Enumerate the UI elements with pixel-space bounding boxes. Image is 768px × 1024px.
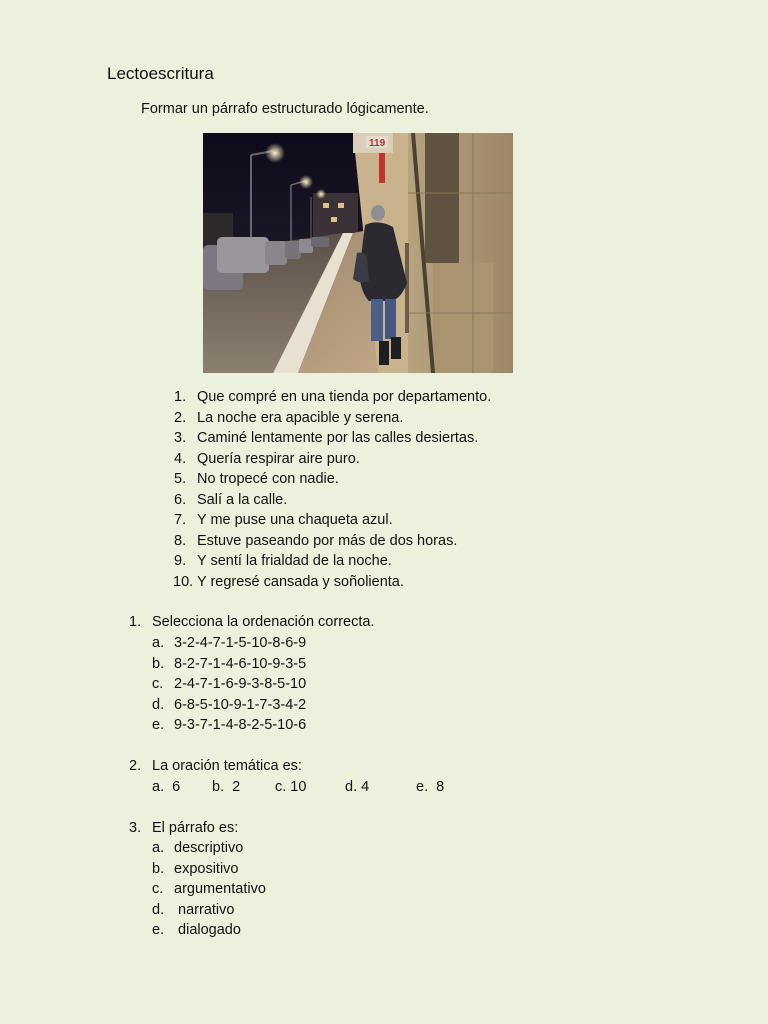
option-text: narrativo	[174, 901, 235, 918]
question-number: 2.	[129, 758, 142, 774]
option-letter: b.	[152, 860, 165, 877]
list-item	[174, 531, 491, 552]
option-letter: c.	[152, 881, 164, 897]
option-item: d. 4	[345, 779, 370, 795]
item-text: Que compré en una tienda por departamento.	[197, 389, 492, 405]
option-text: 9-3-7-1-4-8-2-5-10-6	[174, 717, 307, 733]
list-item	[174, 510, 491, 531]
option-item	[152, 654, 306, 675]
option-item	[152, 674, 306, 695]
item-number: 3.	[174, 430, 187, 446]
item-text: La noche era apacible y serena.	[197, 409, 404, 426]
question-text: El párrafo es:	[152, 820, 239, 836]
option-text: argumentativo	[174, 881, 266, 897]
sign-number: 119	[369, 138, 386, 149]
option-letter: e.	[152, 922, 165, 938]
option-item	[152, 695, 306, 716]
option-letter: e.	[152, 717, 165, 733]
item-number: 1.	[174, 389, 187, 405]
option-item	[152, 633, 306, 654]
item-text: Estuve paseando por más de dos horas.	[197, 532, 458, 549]
question-text: Selecciona la ordenación correcta.	[152, 614, 375, 630]
option-text: dialogado	[174, 922, 241, 938]
list-item	[174, 428, 491, 449]
list-item	[174, 551, 491, 572]
item-text: Y me puse una chaqueta azul.	[197, 512, 393, 528]
option-letter: d.	[152, 696, 165, 713]
question-2-options	[152, 777, 472, 798]
sentence-list	[174, 387, 491, 592]
option-item	[152, 920, 266, 941]
question-number: 1.	[129, 614, 142, 630]
option-item	[152, 879, 266, 900]
item-text: Caminé lentamente por las calles desiertas.	[197, 430, 479, 446]
item-number: 10.	[173, 573, 194, 590]
list-item	[174, 387, 491, 408]
option-item: b. 2	[212, 779, 241, 795]
option-letter: a.	[152, 840, 165, 856]
option-item: a. 6	[152, 779, 181, 795]
item-text: No tropecé con nadie.	[197, 471, 339, 487]
option-letter: d.	[152, 901, 165, 918]
item-number: 2.	[174, 409, 187, 426]
list-item	[174, 572, 491, 593]
page-title: Lectoescritura	[107, 64, 214, 83]
option-text: 8-2-7-1-4-6-10-9-3-5	[174, 655, 307, 672]
option-text: 3-2-4-7-1-5-10-8-6-9	[174, 635, 307, 651]
list-item	[174, 408, 491, 429]
item-number: 6.	[174, 491, 187, 508]
option-text: descriptivo	[174, 840, 244, 856]
list-item	[174, 490, 491, 511]
option-letter: a.	[152, 635, 165, 651]
question-text: La oración temática es:	[152, 758, 302, 774]
item-text: Salí a la calle.	[197, 491, 288, 508]
item-number: 5.	[174, 471, 187, 487]
list-item	[174, 449, 491, 470]
item-number: 8.	[174, 532, 187, 549]
instruction-text: Formar un párrafo estructurado lógicamente.	[141, 101, 429, 117]
night-street-photo	[203, 133, 513, 373]
option-item	[152, 838, 266, 859]
option-text: expositivo	[174, 860, 239, 877]
option-letter: c.	[152, 676, 164, 692]
option-letter: b.	[152, 655, 165, 672]
option-item: e. 8	[416, 779, 445, 795]
option-text: 2-4-7-1-6-9-3-8-5-10	[174, 676, 307, 692]
list-item	[174, 469, 491, 490]
option-item	[152, 715, 306, 736]
item-text: Y regresé cansada y soñolienta.	[197, 573, 404, 590]
question-number: 3.	[129, 820, 142, 836]
option-text: 6-8-5-10-9-1-7-3-4-2	[174, 696, 307, 713]
question-1-options	[152, 633, 306, 736]
item-number: 4.	[174, 450, 187, 467]
item-text: Quería respirar aire puro.	[197, 450, 360, 467]
option-item	[152, 859, 266, 880]
option-item	[152, 900, 266, 921]
item-number: 7.	[174, 512, 187, 528]
option-item: c. 10	[275, 779, 307, 795]
item-text: Y sentí la frialdad de la noche.	[197, 553, 392, 569]
question-3-options	[152, 838, 266, 941]
item-number: 9.	[174, 553, 187, 569]
